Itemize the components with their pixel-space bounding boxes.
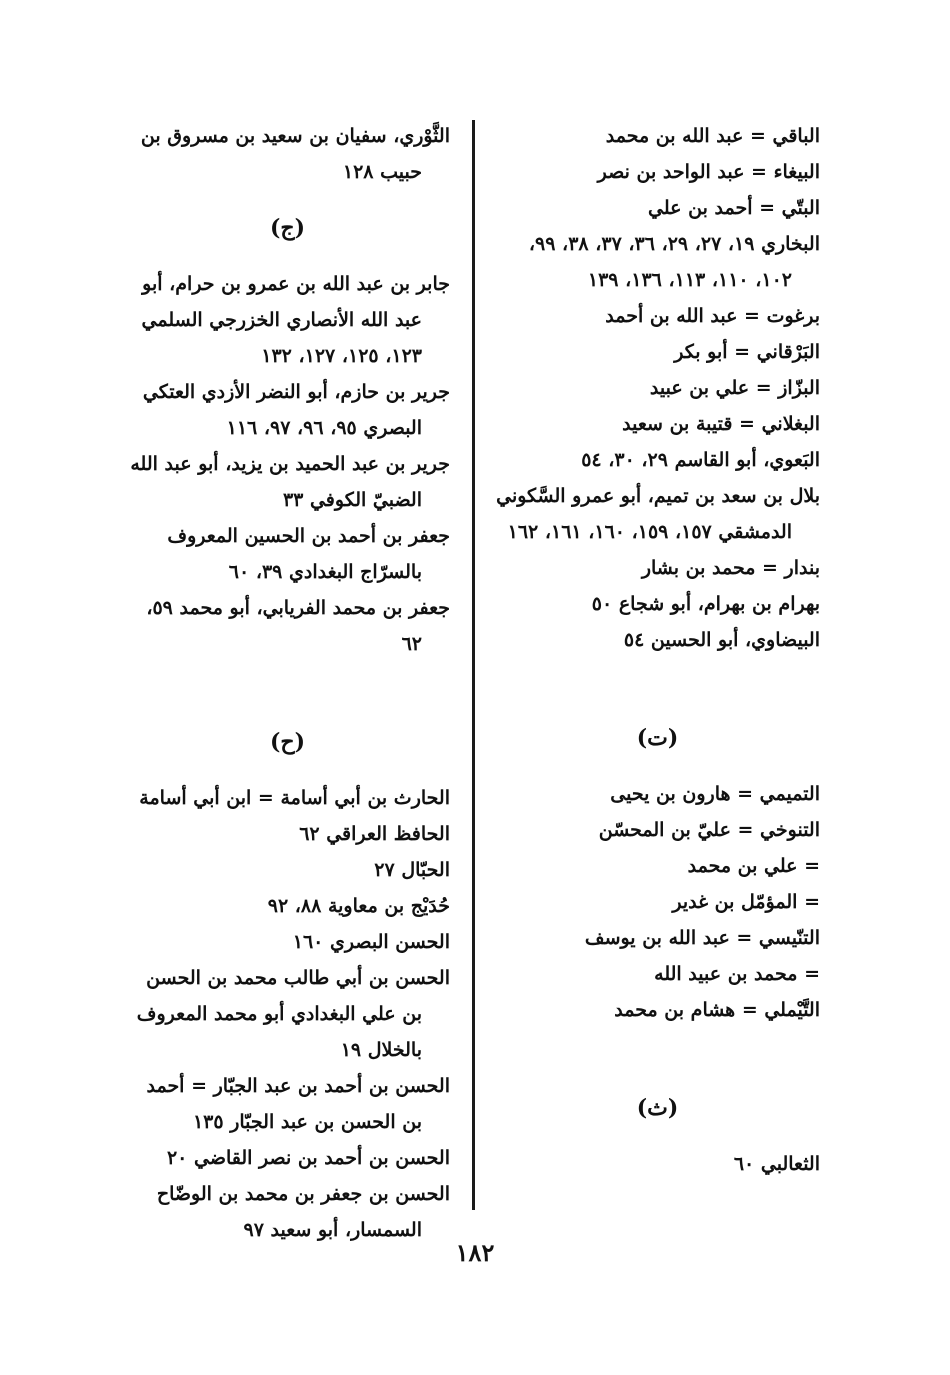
index-entry: جابر بن عبد الله بن عمرو بن حرام، أبو عبد الله الأنصاري الخزرجي السلمي ١٢٣، ١٢٥، ١٢٧، ١٣٢	[141, 273, 450, 367]
left-column	[125, 118, 450, 1248]
index-entry: = محمد بن عبيد الله	[654, 963, 820, 985]
section-gap	[495, 1128, 820, 1146]
section-heading-ha: (ح)	[269, 729, 306, 755]
index-entry: التنّيسي = عبد الله بن يوسف	[584, 927, 820, 949]
index-entry: جعفر بن محمد الفريابي، أبو محمد ٥٩، ٦٢	[146, 597, 450, 655]
index-entry: برغوت = عبد الله بن أحمد	[605, 305, 820, 327]
index-entry: البَرْقاني = أبو بكر	[674, 341, 820, 363]
index-entry: بهرام بن بهرام، أبو شجاع ٥٠	[591, 593, 820, 615]
index-entry: بلال بن سعد بن تميم، أبو عمرو السَّكوني الدمشقي ١٥٧، ١٥٩، ١٦٠، ١٦١، ١٦٢	[496, 485, 820, 543]
index-entry: الحسن البصري ١٦٠	[292, 931, 450, 953]
index-entry: البيضاوي، أبو الحسين ٥٤	[623, 629, 820, 651]
right-column	[495, 118, 820, 1182]
index-entry: الحبّال ٢٧	[374, 859, 450, 881]
section-gap	[125, 762, 450, 780]
section-heading-tha: (ث)	[636, 1095, 679, 1121]
index-entry: جعفر بن أحمد بن الحسين المعروف بالسرّاج البغدادي ٣٩، ٦٠	[167, 525, 450, 583]
section-gap	[125, 190, 450, 208]
index-entry: التَّيْملي = هشام بن محمد	[614, 999, 820, 1021]
index-entry: الثعالبي ٦٠	[733, 1153, 820, 1175]
index-entry: الباقي = عبد الله بن محمد	[605, 125, 820, 147]
index-entry: الحارث بن أبي أسامة = ابن أبي أسامة	[139, 787, 450, 809]
section-gap	[495, 658, 820, 718]
index-entry: البتّي = أحمد بن علي	[648, 197, 820, 219]
index-entry: التنوخي = عليّ بن المحسّن	[598, 819, 820, 841]
index-entry: = علي بن محمد	[687, 855, 820, 877]
index-entry: التميمي = هارون بن يحيى	[610, 783, 820, 805]
index-entry: الحسن بن أحمد بن نصر القاضي ٢٠	[166, 1147, 450, 1169]
index-entry: حُدَيْج بن معاوية ٨٨، ٩٢	[267, 895, 450, 917]
index-entry: البغلاني = قتيبة بن سعيد	[622, 413, 820, 435]
section-gap	[125, 248, 450, 266]
index-entry: الثَّوْري، سفيان بن سعيد بن مسروق بن حبيب ١٢٨	[140, 125, 450, 183]
section-heading-jim: (ج)	[269, 215, 306, 241]
page-number: ١٨٢	[455, 1238, 495, 1267]
index-entry: البزّاز = علي بن عبيد	[649, 377, 820, 399]
index-entry: البخاري ١٩، ٢٧، ٢٩، ٣٦، ٣٧، ٣٨، ٩٩، ١٠٢، ١١٠، ١١٣، ١٣٦، ١٣٩	[528, 233, 820, 291]
index-entry: البيغاء = عبد الواحد بن نصر	[597, 161, 820, 183]
index-entry: جرير بن حازم، أبو النضر الأزدي العتكي البصري ٩٥، ٩٦، ٩٧، ١١٦	[142, 381, 450, 439]
section-gap	[495, 758, 820, 776]
section-heading-ta: (ت)	[636, 725, 679, 751]
index-entry: الحسن بن أبي طالب محمد بن الحسن بن علي البغدادي أبو محمد المعروف بالخلال ١٩	[136, 967, 450, 1061]
column-divider	[472, 120, 475, 1210]
index-entry: الحافظ العراقي ٦٢	[299, 823, 450, 845]
section-gap	[495, 1028, 820, 1088]
index-entry: البَعوي، أبو القاسم ٢٩، ٣٠، ٥٤	[581, 449, 820, 471]
index-entry: الحسن بن أحمد بن عبد الجبّار = أحمد بن الحسن بن عبد الجبّار ١٣٥	[146, 1075, 450, 1133]
index-entry: الحسن بن جعفر بن محمد بن الوضّاح السمسار، أبو سعيد ٩٧	[156, 1183, 450, 1241]
section-gap	[125, 662, 450, 722]
index-entry: جرير بن عبد الحميد بن يزيد، أبو عبد الله الضبيّ الكوفي ٣٣	[130, 453, 450, 511]
index-entry: = المؤمّل بن غدير	[672, 891, 820, 913]
index-entry: بندار = محمد بن بشار	[641, 557, 820, 579]
